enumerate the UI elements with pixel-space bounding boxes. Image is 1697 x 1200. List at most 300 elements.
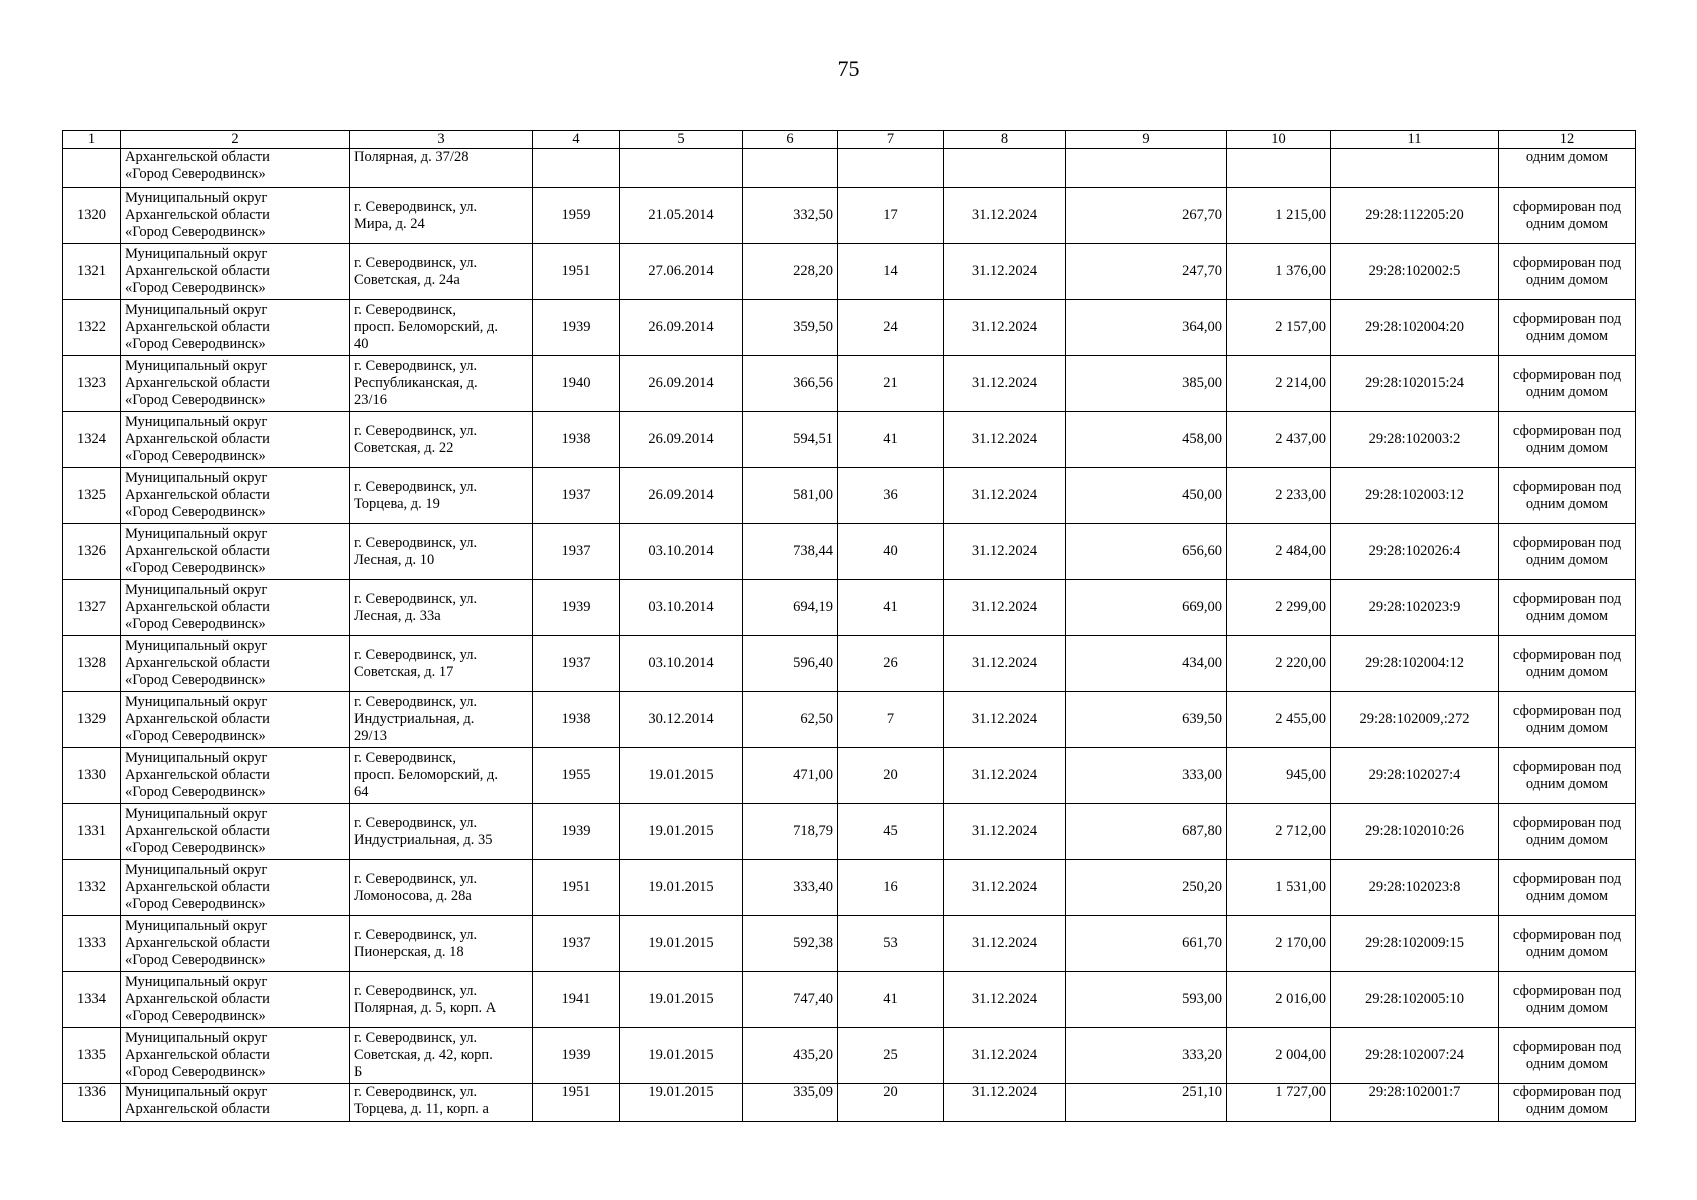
cell-deadline: 31.12.2024 (944, 636, 1066, 692)
cell-date: 03.10.2014 (620, 524, 743, 580)
cell-address (350, 580, 533, 636)
cell-address-line: Советская, д. 24а (354, 271, 460, 288)
cell-living-area: 364,00 (1066, 300, 1227, 356)
cell-number: 1325 (63, 468, 121, 524)
table-row (63, 636, 1636, 692)
cell-note-line: сформирован под (1512, 422, 1622, 439)
cell-number: 1330 (63, 748, 121, 804)
cell-note-line: одним домом (1525, 999, 1609, 1016)
cell-note-line: сформирован под (1512, 982, 1622, 999)
cell-owner (121, 692, 350, 748)
cell-owner-line: Архангельской области (125, 263, 270, 279)
cell-deadline: 31.12.2024 (944, 860, 1066, 916)
cell-address-line: 64 (354, 784, 369, 800)
cell-owner (121, 300, 350, 356)
cell-deadline: 31.12.2024 (944, 356, 1066, 412)
cell-owner-line: Архангельской области (125, 711, 270, 727)
cell-area: 592,38 (743, 916, 838, 972)
cell-address-line: Лесная, д. 33а (354, 607, 441, 624)
cell-residents: 16 (838, 860, 944, 916)
cell-note-line: сформирован под (1512, 926, 1622, 943)
cell-note (1499, 300, 1636, 356)
cell-owner-line: Архангельской области (125, 431, 270, 447)
cell-note (1499, 692, 1636, 748)
cell-date: 26.09.2014 (620, 300, 743, 356)
cell-owner (121, 916, 350, 972)
cell-address-line: г. Северодвинск, ул. (354, 1030, 478, 1046)
cell-residents: 41 (838, 972, 944, 1028)
cell-number (63, 149, 121, 188)
cell-address-line: 40 (354, 336, 369, 352)
cell-cadastral-number: 29:28:102009:15 (1331, 916, 1499, 972)
cell-address-line: г. Северодвинск, (354, 750, 456, 766)
cell-number: 1322 (63, 300, 121, 356)
cell-deadline: 31.12.2024 (944, 972, 1066, 1028)
cell-address (350, 692, 533, 748)
cell-residents: 36 (838, 468, 944, 524)
cell-note-line: сформирован под (1512, 1038, 1622, 1055)
cell-number: 1333 (63, 916, 121, 972)
cell-date: 26.09.2014 (620, 412, 743, 468)
cell-residents: 53 (838, 916, 944, 972)
table-row (63, 1028, 1636, 1084)
cell-land-area: 2 016,00 (1227, 972, 1331, 1028)
cell-owner-line: «Город Северодвинск» (125, 952, 266, 968)
cell-number: 1331 (63, 804, 121, 860)
cell-owner-line: Муниципальный округ (125, 358, 268, 374)
cell-address-line: Индустриальная, д. 35 (354, 831, 493, 848)
cell-owner-line: «Город Северодвинск» (125, 504, 266, 520)
cell-owner (121, 412, 350, 468)
cell-address-line: просп. Беломорский, д. (354, 767, 498, 783)
cell-date: 27.06.2014 (620, 244, 743, 300)
cell-owner-line: «Город Северодвинск» (125, 224, 266, 240)
cell-address-line: Б (354, 1064, 363, 1080)
column-header-9: 9 (1066, 131, 1227, 149)
column-header-4: 4 (533, 131, 620, 149)
cell-note-line: одним домом (1525, 719, 1609, 736)
cell-note (1499, 580, 1636, 636)
cell-owner-line: Архангельской области (125, 879, 270, 895)
cell-year: 1937 (533, 916, 620, 972)
cell-year: 1937 (533, 636, 620, 692)
column-number-header-row (63, 131, 1636, 149)
column-header-7: 7 (838, 131, 944, 149)
cell-owner (121, 580, 350, 636)
cell-note-line: сформирован под (1512, 870, 1622, 887)
cell-deadline: 31.12.2024 (944, 188, 1066, 244)
cell-owner-line: «Город Северодвинск» (125, 166, 266, 182)
cell-date: 30.12.2014 (620, 692, 743, 748)
cell-date: 26.09.2014 (620, 468, 743, 524)
cell-empty (838, 149, 944, 188)
cell-living-area: 247,70 (1066, 244, 1227, 300)
cell-number: 1334 (63, 972, 121, 1028)
cell-cadastral-number: 29:28:102009,:272 (1331, 692, 1499, 748)
cell-owner-line: Архангельской области (125, 207, 270, 223)
cell-owner (121, 1084, 350, 1122)
cell-year: 1937 (533, 524, 620, 580)
cell-year: 1937 (533, 468, 620, 524)
cell-address-line: 23/16 (354, 392, 388, 408)
cell-residents: 26 (838, 636, 944, 692)
cell-area: 694,19 (743, 580, 838, 636)
cell-number: 1329 (63, 692, 121, 748)
cell-owner-line: Архангельской области (125, 935, 270, 951)
cell-address (350, 916, 533, 972)
cell-note-line: сформирован под (1512, 534, 1622, 551)
cell-note-line: одним домом (1525, 215, 1609, 232)
cell-address-line: Торцева, д. 19 (354, 495, 440, 512)
cell-land-area: 1 531,00 (1227, 860, 1331, 916)
cell-empty (533, 149, 620, 188)
cell-land-area: 2 220,00 (1227, 636, 1331, 692)
cell-cadastral-number: 29:28:102002:5 (1331, 244, 1499, 300)
cell-living-area: 639,50 (1066, 692, 1227, 748)
cell-owner-line: Муниципальный округ (125, 806, 268, 822)
cell-owner-line: Муниципальный округ (125, 1084, 268, 1100)
table-row (63, 860, 1636, 916)
cell-number: 1324 (63, 412, 121, 468)
cell-note (1499, 356, 1636, 412)
cell-year: 1939 (533, 580, 620, 636)
cell-area: 596,40 (743, 636, 838, 692)
cell-cadastral-number: 29:28:102003:12 (1331, 468, 1499, 524)
cell-owner-line: Муниципальный округ (125, 302, 268, 318)
cell-land-area: 945,00 (1227, 748, 1331, 804)
cell-address-line: г. Северодвинск, ул. (354, 358, 478, 374)
cell-cadastral-number: 29:28:102007:24 (1331, 1028, 1499, 1084)
cell-year: 1951 (533, 1084, 620, 1122)
cell-address-line: Полярная, д. 5, корп. А (354, 999, 497, 1016)
cell-note (1499, 972, 1636, 1028)
cell-owner (121, 972, 350, 1028)
cell-address-line: г. Северодвинск, ул. (354, 1084, 478, 1100)
cell-owner-line: Муниципальный округ (125, 918, 268, 934)
cell-deadline: 31.12.2024 (944, 580, 1066, 636)
cell-year: 1939 (533, 300, 620, 356)
cell-owner (121, 748, 350, 804)
cell-note (1499, 804, 1636, 860)
column-header-1: 1 (63, 131, 121, 149)
cell-area: 435,20 (743, 1028, 838, 1084)
cell-land-area: 1 215,00 (1227, 188, 1331, 244)
cell-year: 1939 (533, 1028, 620, 1084)
cell-land-area: 2 299,00 (1227, 580, 1331, 636)
cell-address (350, 748, 533, 804)
cell-living-area: 434,00 (1066, 636, 1227, 692)
cell-owner (121, 524, 350, 580)
cell-number: 1326 (63, 524, 121, 580)
cell-cadastral-number: 29:28:102023:9 (1331, 580, 1499, 636)
cell-area: 228,20 (743, 244, 838, 300)
cell-cadastral-number: 29:28:102004:20 (1331, 300, 1499, 356)
cell-living-area: 669,00 (1066, 580, 1227, 636)
cell-area: 581,00 (743, 468, 838, 524)
cell-address-line: г. Северодвинск, ул. (354, 590, 478, 607)
cell-owner (121, 636, 350, 692)
table-row-continuation (63, 149, 1636, 188)
cell-note (1499, 188, 1636, 244)
cell-address-line: г. Северодвинск, ул. (354, 926, 478, 943)
cell-note (1499, 149, 1636, 188)
cell-date: 21.05.2014 (620, 188, 743, 244)
cell-owner (121, 1028, 350, 1084)
table-row (63, 244, 1636, 300)
cell-land-area: 2 214,00 (1227, 356, 1331, 412)
cell-empty (620, 149, 743, 188)
cell-address-line: Советская, д. 17 (354, 663, 454, 680)
cell-owner (121, 468, 350, 524)
cell-number: 1335 (63, 1028, 121, 1084)
cell-address (350, 412, 533, 468)
cell-land-area: 1 727,00 (1227, 1084, 1331, 1122)
table-body (63, 149, 1636, 1122)
table-row (63, 804, 1636, 860)
column-header-2: 2 (121, 131, 350, 149)
housing-registry-table (62, 130, 1636, 1122)
cell-cadastral-number: 29:28:102023:8 (1331, 860, 1499, 916)
cell-cadastral-number: 29:28:102027:4 (1331, 748, 1499, 804)
cell-address-line: г. Северодвинск, ул. (354, 982, 478, 999)
cell-address-line: г. Северодвинск, ул. (354, 694, 478, 710)
cell-year: 1959 (533, 188, 620, 244)
cell-cadastral-number: 29:28:102005:10 (1331, 972, 1499, 1028)
cell-owner-line: «Город Северодвинск» (125, 280, 266, 296)
cell-date: 19.01.2015 (620, 1084, 743, 1122)
cell-date: 19.01.2015 (620, 916, 743, 972)
column-header-11: 11 (1331, 131, 1499, 149)
cell-note (1499, 748, 1636, 804)
cell-owner-line: «Город Северодвинск» (125, 560, 266, 576)
cell-cadastral-number: 29:28:102004:12 (1331, 636, 1499, 692)
cell-residents: 41 (838, 412, 944, 468)
cell-living-area: 333,20 (1066, 1028, 1227, 1084)
cell-land-area: 2 233,00 (1227, 468, 1331, 524)
cell-number: 1321 (63, 244, 121, 300)
cell-owner-line: «Город Северодвинск» (125, 728, 266, 744)
cell-living-area: 687,80 (1066, 804, 1227, 860)
cell-cadastral-number: 29:28:112205:20 (1331, 188, 1499, 244)
cell-owner-line: Муниципальный округ (125, 1030, 268, 1046)
cell-date: 03.10.2014 (620, 636, 743, 692)
cell-residents: 24 (838, 300, 944, 356)
cell-land-area: 2 437,00 (1227, 412, 1331, 468)
cell-land-area: 2 484,00 (1227, 524, 1331, 580)
cell-note-line: одним домом (1525, 439, 1609, 456)
column-header-6: 6 (743, 131, 838, 149)
cell-note-line: одним домом (1525, 383, 1609, 400)
cell-date: 19.01.2015 (620, 804, 743, 860)
cell-number: 1327 (63, 580, 121, 636)
cell-owner (121, 860, 350, 916)
cell-owner-line: Муниципальный округ (125, 526, 268, 542)
cell-address (350, 972, 533, 1028)
cell-note-line: одним домом (1525, 551, 1609, 568)
cell-address-line: г. Северодвинск, ул. (354, 534, 478, 551)
cell-owner-line: Архангельской области (125, 375, 270, 391)
table-row (63, 412, 1636, 468)
cell-date: 19.01.2015 (620, 972, 743, 1028)
cell-empty (1066, 149, 1227, 188)
cell-area: 747,40 (743, 972, 838, 1028)
cell-note (1499, 468, 1636, 524)
cell-owner-line: Архангельской области (125, 319, 270, 335)
cell-owner-line: Муниципальный округ (125, 638, 268, 654)
cell-land-area: 2 712,00 (1227, 804, 1331, 860)
cell-note-line: одним домом (1525, 1055, 1609, 1072)
cell-land-area: 1 376,00 (1227, 244, 1331, 300)
cell-deadline: 31.12.2024 (944, 1084, 1066, 1122)
cell-address-line: г. Северодвинск, ул. (354, 646, 478, 663)
cell-living-area: 661,70 (1066, 916, 1227, 972)
cell-note-line: одним домом (1525, 149, 1609, 165)
table-row (63, 580, 1636, 636)
cell-address (350, 636, 533, 692)
cell-residents: 14 (838, 244, 944, 300)
table-row (63, 1084, 1636, 1122)
table-row (63, 188, 1636, 244)
cell-living-area: 251,10 (1066, 1084, 1227, 1122)
table-row (63, 300, 1636, 356)
cell-deadline: 31.12.2024 (944, 412, 1066, 468)
cell-year: 1938 (533, 692, 620, 748)
cell-empty (743, 149, 838, 188)
cell-living-area: 458,00 (1066, 412, 1227, 468)
column-header-5: 5 (620, 131, 743, 149)
cell-residents: 41 (838, 580, 944, 636)
cell-note (1499, 412, 1636, 468)
cell-owner (121, 188, 350, 244)
cell-year: 1940 (533, 356, 620, 412)
cell-address (350, 524, 533, 580)
cell-address-line: г. Северодвинск, ул. (354, 478, 478, 495)
cell-note (1499, 524, 1636, 580)
cell-note-line: сформирован под (1512, 254, 1622, 271)
cell-address-line: Индустриальная, д. (354, 711, 475, 727)
cell-living-area: 656,60 (1066, 524, 1227, 580)
cell-deadline: 31.12.2024 (944, 468, 1066, 524)
cell-owner-line: Архангельской области (125, 543, 270, 559)
cell-deadline: 31.12.2024 (944, 300, 1066, 356)
cell-owner-line: Архангельской области (125, 149, 270, 165)
cell-note-line: сформирован под (1512, 590, 1622, 607)
cell-note-line: сформирован под (1512, 646, 1622, 663)
cell-note (1499, 244, 1636, 300)
cell-deadline: 31.12.2024 (944, 916, 1066, 972)
cell-residents: 45 (838, 804, 944, 860)
cell-land-area: 2 455,00 (1227, 692, 1331, 748)
cell-note-line: сформирован под (1512, 758, 1622, 775)
cell-note-line: одним домом (1525, 271, 1609, 288)
cell-number: 1323 (63, 356, 121, 412)
cell-note-line: сформирован под (1512, 1084, 1622, 1100)
cell-owner-line: «Город Северодвинск» (125, 448, 266, 464)
cell-owner-line: Муниципальный округ (125, 190, 268, 206)
cell-owner-line: «Город Северодвинск» (125, 784, 266, 800)
cell-note-line: сформирован под (1512, 310, 1622, 327)
cell-area: 738,44 (743, 524, 838, 580)
cell-owner-line: «Город Северодвинск» (125, 1064, 266, 1080)
cell-note-line: одним домом (1525, 663, 1609, 680)
cell-address-line: Торцева, д. 11, корп. а (354, 1101, 489, 1117)
cell-deadline: 31.12.2024 (944, 804, 1066, 860)
cell-note-line: сформирован под (1512, 478, 1622, 495)
cell-cadastral-number: 29:28:102026:4 (1331, 524, 1499, 580)
table-row (63, 524, 1636, 580)
cell-owner-line: Архангельской области (125, 487, 270, 503)
column-header-10: 10 (1227, 131, 1331, 149)
cell-address-line: Ломоносова, д. 28а (354, 887, 472, 904)
cell-address-line: Советская, д. 42, корп. (354, 1047, 493, 1063)
cell-address-line: Пионерская, д. 18 (354, 943, 464, 960)
cell-year: 1941 (533, 972, 620, 1028)
cell-area: 594,51 (743, 412, 838, 468)
cell-number: 1336 (63, 1084, 121, 1122)
cell-date: 26.09.2014 (620, 356, 743, 412)
cell-address-line: г. Северодвинск, ул. (354, 254, 478, 271)
cell-deadline: 31.12.2024 (944, 748, 1066, 804)
cell-owner-line: Архангельской области (125, 655, 270, 671)
cell-owner-line: Муниципальный округ (125, 862, 268, 878)
cell-owner-line: «Город Северодвинск» (125, 896, 266, 912)
cell-note-line: сформирован под (1512, 198, 1622, 215)
table-row (63, 972, 1636, 1028)
cell-owner-line: Архангельской области (125, 767, 270, 783)
cell-note-line: одним домом (1525, 943, 1609, 960)
cell-note-line: одним домом (1525, 607, 1609, 624)
table-row (63, 692, 1636, 748)
cell-address (350, 804, 533, 860)
cell-area: 335,09 (743, 1084, 838, 1122)
cell-date: 03.10.2014 (620, 580, 743, 636)
cell-address-line: Полярная, д. 37/28 (354, 149, 469, 165)
cell-land-area: 2 170,00 (1227, 916, 1331, 972)
cell-address-line: просп. Беломорский, д. (354, 319, 498, 335)
cell-note-line: сформирован под (1512, 366, 1622, 383)
cell-owner-line: «Город Северодвинск» (125, 392, 266, 408)
cell-note-line: сформирован под (1512, 702, 1622, 719)
cell-area: 366,56 (743, 356, 838, 412)
cell-area: 333,40 (743, 860, 838, 916)
cell-date: 19.01.2015 (620, 860, 743, 916)
cell-owner-line: «Город Северодвинск» (125, 616, 266, 632)
cell-address (350, 860, 533, 916)
cell-empty (1331, 149, 1499, 188)
cell-number: 1332 (63, 860, 121, 916)
cell-address-line: Мира, д. 24 (354, 215, 425, 232)
cell-living-area: 250,20 (1066, 860, 1227, 916)
cell-deadline: 31.12.2024 (944, 692, 1066, 748)
cell-owner-line: Муниципальный округ (125, 582, 268, 598)
cell-residents: 25 (838, 1028, 944, 1084)
cell-living-area: 450,00 (1066, 468, 1227, 524)
cell-owner-line: «Город Северодвинск» (125, 840, 266, 856)
cell-residents: 20 (838, 748, 944, 804)
cell-address (350, 188, 533, 244)
cell-area: 471,00 (743, 748, 838, 804)
cell-land-area: 2 157,00 (1227, 300, 1331, 356)
cell-empty (944, 149, 1066, 188)
cell-owner-line: Муниципальный округ (125, 246, 268, 262)
cell-address (350, 244, 533, 300)
table-row (63, 748, 1636, 804)
cell-note-line: одним домом (1525, 887, 1609, 904)
cell-address (350, 356, 533, 412)
cell-note (1499, 636, 1636, 692)
cell-note (1499, 1084, 1636, 1122)
cell-residents: 17 (838, 188, 944, 244)
